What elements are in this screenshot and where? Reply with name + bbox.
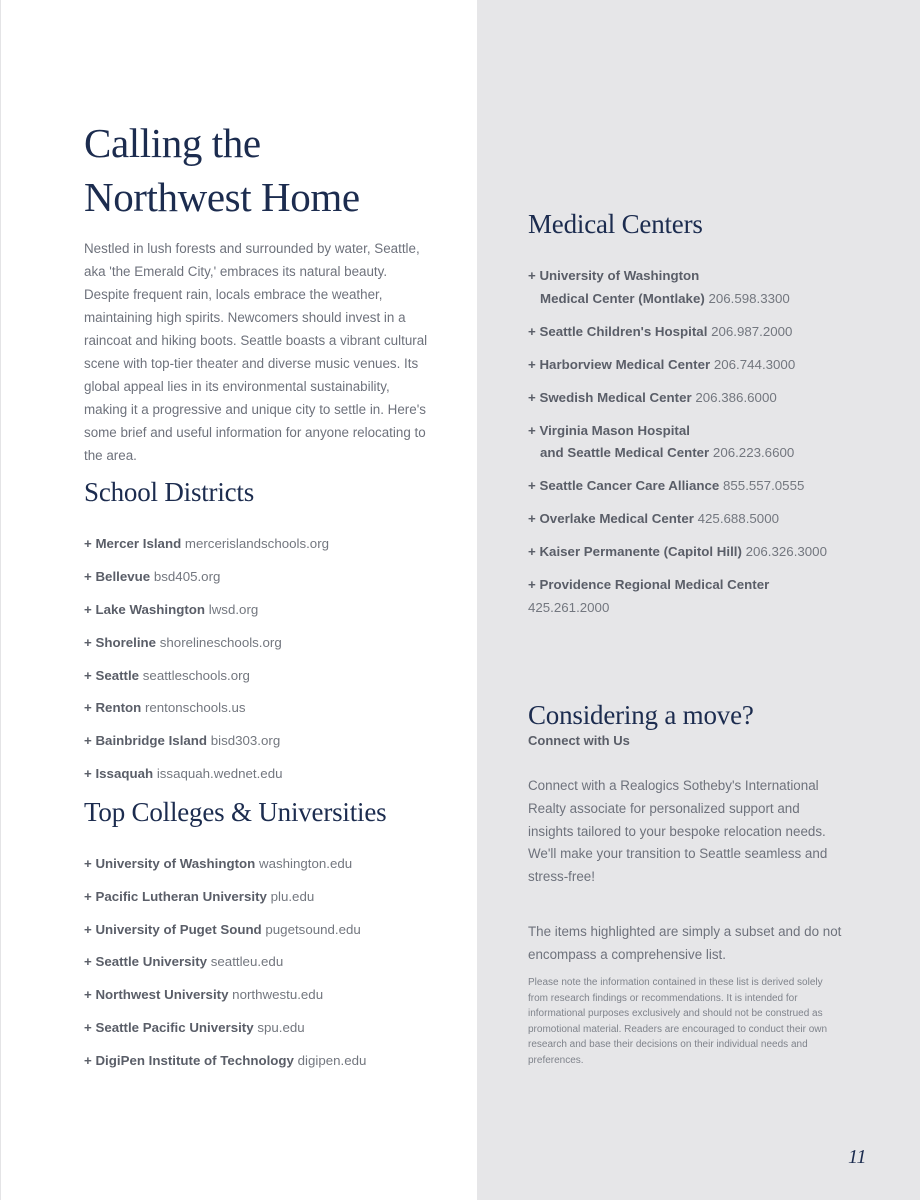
intro-paragraph: Nestled in lush forests and surrounded by water, Seattle, aka 'the Emerald City,' embraces its natural beauty. Despite frequent rain, locals embrace the weather, maintaining high spirits. Newcomers should invest in a raincoat and hiking boots. Seattle boasts a vibrant cultural scene with top-tier theater and diverse music venues. Its global appeal lies in its environmental sustainability, making it a progressive and unique city to settle in. Here's some brief and useful information for anyone relocating to the area. — [84, 241, 428, 463]
medical-list-item — [528, 420, 888, 465]
list-item-link: washington.edu — [258, 856, 353, 871]
list-item — [84, 600, 329, 633]
list-item — [84, 854, 366, 887]
list-item — [84, 633, 329, 666]
list-item-link: issaquah.wednet.edu — [156, 766, 283, 782]
colleges-heading: Top Colleges & Universities — [84, 797, 387, 827]
medical-center-name-cont — [528, 288, 888, 311]
page-title-line2: Northwest Home — [84, 174, 360, 220]
list-item-name: + University of Washington — [84, 856, 256, 871]
medical-center-phone: 206.598.3300 — [708, 290, 790, 306]
list-item-name: + Lake Washington — [84, 601, 206, 617]
list-item-link: seattleschools.org — [142, 667, 250, 683]
list-item-link: mercerislandschools.org — [184, 536, 330, 551]
medical-list-item — [528, 265, 888, 310]
list-item — [84, 920, 366, 953]
school-districts-heading: School Districts — [84, 477, 255, 507]
colleges-list — [84, 854, 366, 1084]
considering-move-heading: Considering a move? — [528, 700, 754, 730]
list-item — [84, 952, 366, 985]
disclaimer: Please note the information contained in these list is derived solely from research findings or recommendations. It is intended for informational purposes exclusively and should not be construed as promotional material. Readers are encouraged to conduct their own research and base their decisions on their individual needs and preferences. — [528, 977, 828, 1066]
medical-center-phone: 855.557.0555 — [723, 478, 805, 493]
page-title — [84, 116, 464, 224]
list-item-link: bisd303.org — [210, 733, 281, 749]
medical-center-name: + Virginia Mason Hospital — [528, 422, 690, 438]
list-item — [84, 731, 329, 764]
list-item — [84, 887, 366, 920]
medical-list-item — [528, 321, 888, 344]
medical-list-item — [528, 475, 888, 498]
page-title-line1: Calling the — [84, 120, 261, 166]
list-item — [84, 567, 329, 600]
medical-center-name-line2: Medical Center (Montlake) — [540, 290, 705, 306]
medical-center-phone: 206.744.3000 — [713, 356, 796, 372]
medical-center-name: + Swedish Medical Center — [528, 389, 692, 405]
medical-centers-heading: Medical Centers — [528, 209, 703, 239]
medical-center-phone: 425.688.5000 — [697, 511, 779, 526]
medical-list-item — [528, 354, 888, 377]
medical-center-phone: 206.223.6600 — [712, 445, 795, 460]
list-item — [84, 534, 329, 567]
subset-note: The items highlighted are simply a subset and do not encompass a comprehensive list. — [528, 924, 842, 962]
list-item — [84, 1018, 366, 1051]
list-item — [84, 985, 366, 1018]
school-districts-list — [84, 534, 329, 797]
list-item-name: + Seattle University — [84, 954, 208, 970]
list-item-name: + Northwest University — [84, 987, 229, 1003]
medical-center-name: + University of Washington — [528, 268, 700, 283]
list-item — [84, 1051, 366, 1084]
medical-center-name: + Seattle Children's Hospital — [528, 323, 708, 339]
list-item-link: pugetsound.edu — [265, 921, 361, 937]
list-item-name: + Mercer Island — [84, 536, 182, 551]
list-item — [84, 764, 329, 797]
list-item-name: + Seattle Pacific University — [84, 1019, 254, 1035]
list-item-name: + Pacific Lutheran University — [84, 888, 267, 904]
list-item-name: + Shoreline — [84, 634, 157, 650]
list-item-link: seattleu.edu — [210, 954, 284, 970]
list-item-name: + Renton — [84, 700, 142, 716]
medical-center-name: + Providence Regional Medical Center — [528, 577, 770, 592]
list-item-name: + Bainbridge Island — [84, 733, 208, 749]
list-item-link: spu.edu — [257, 1019, 305, 1035]
medical-list-item — [528, 574, 888, 619]
medical-center-phone: 425.261.2000 — [528, 599, 610, 615]
connect-subheading: Connect with Us — [528, 733, 630, 748]
list-item-name: + Bellevue — [84, 568, 151, 584]
medical-center-name-line2: and Seattle Medical Center — [540, 445, 710, 460]
list-item-link: bsd405.org — [153, 568, 221, 584]
list-item — [84, 666, 329, 699]
medical-center-name-cont — [528, 442, 888, 465]
medical-list-item — [528, 508, 888, 531]
list-item-name: + Issaquah — [84, 766, 154, 782]
medical-center-name: + Harborview Medical Center — [528, 356, 711, 372]
list-item-name: + Seattle — [84, 667, 140, 683]
medical-center-phone: 206.326.3000 — [745, 544, 827, 559]
list-item-link: rentonschools.us — [144, 700, 246, 716]
list-item-link: digipen.edu — [297, 1052, 367, 1068]
medical-list-item — [528, 541, 888, 564]
medical-centers-list — [528, 265, 888, 630]
list-item — [84, 698, 329, 731]
medical-center-phone: 206.386.6000 — [695, 389, 777, 405]
list-item-link: lwsd.org — [208, 601, 259, 617]
list-item-link: plu.edu — [270, 888, 315, 904]
medical-center-name: + Overlake Medical Center — [528, 511, 694, 526]
page-number: 11 — [848, 1146, 867, 1168]
list-item-link: shorelineschools.org — [159, 634, 282, 650]
medical-center-name: + Kaiser Permanente (Capitol Hill) — [528, 544, 742, 559]
list-item-name: + DigiPen Institute of Technology — [84, 1052, 294, 1068]
list-item-link: northwestu.edu — [232, 987, 324, 1003]
medical-list-item — [528, 387, 888, 410]
medical-center-name: + Seattle Cancer Care Alliance — [528, 478, 720, 493]
medical-center-phone: 206.987.2000 — [711, 323, 793, 339]
connect-paragraph: Connect with a Realogics Sotheby's International Realty associate for personalized support and insights tailored to your bespoke relocation needs. We'll make your transition to Seattle seamless and stress-free! — [528, 778, 828, 885]
list-item-name: + University of Puget Sound — [84, 921, 262, 937]
